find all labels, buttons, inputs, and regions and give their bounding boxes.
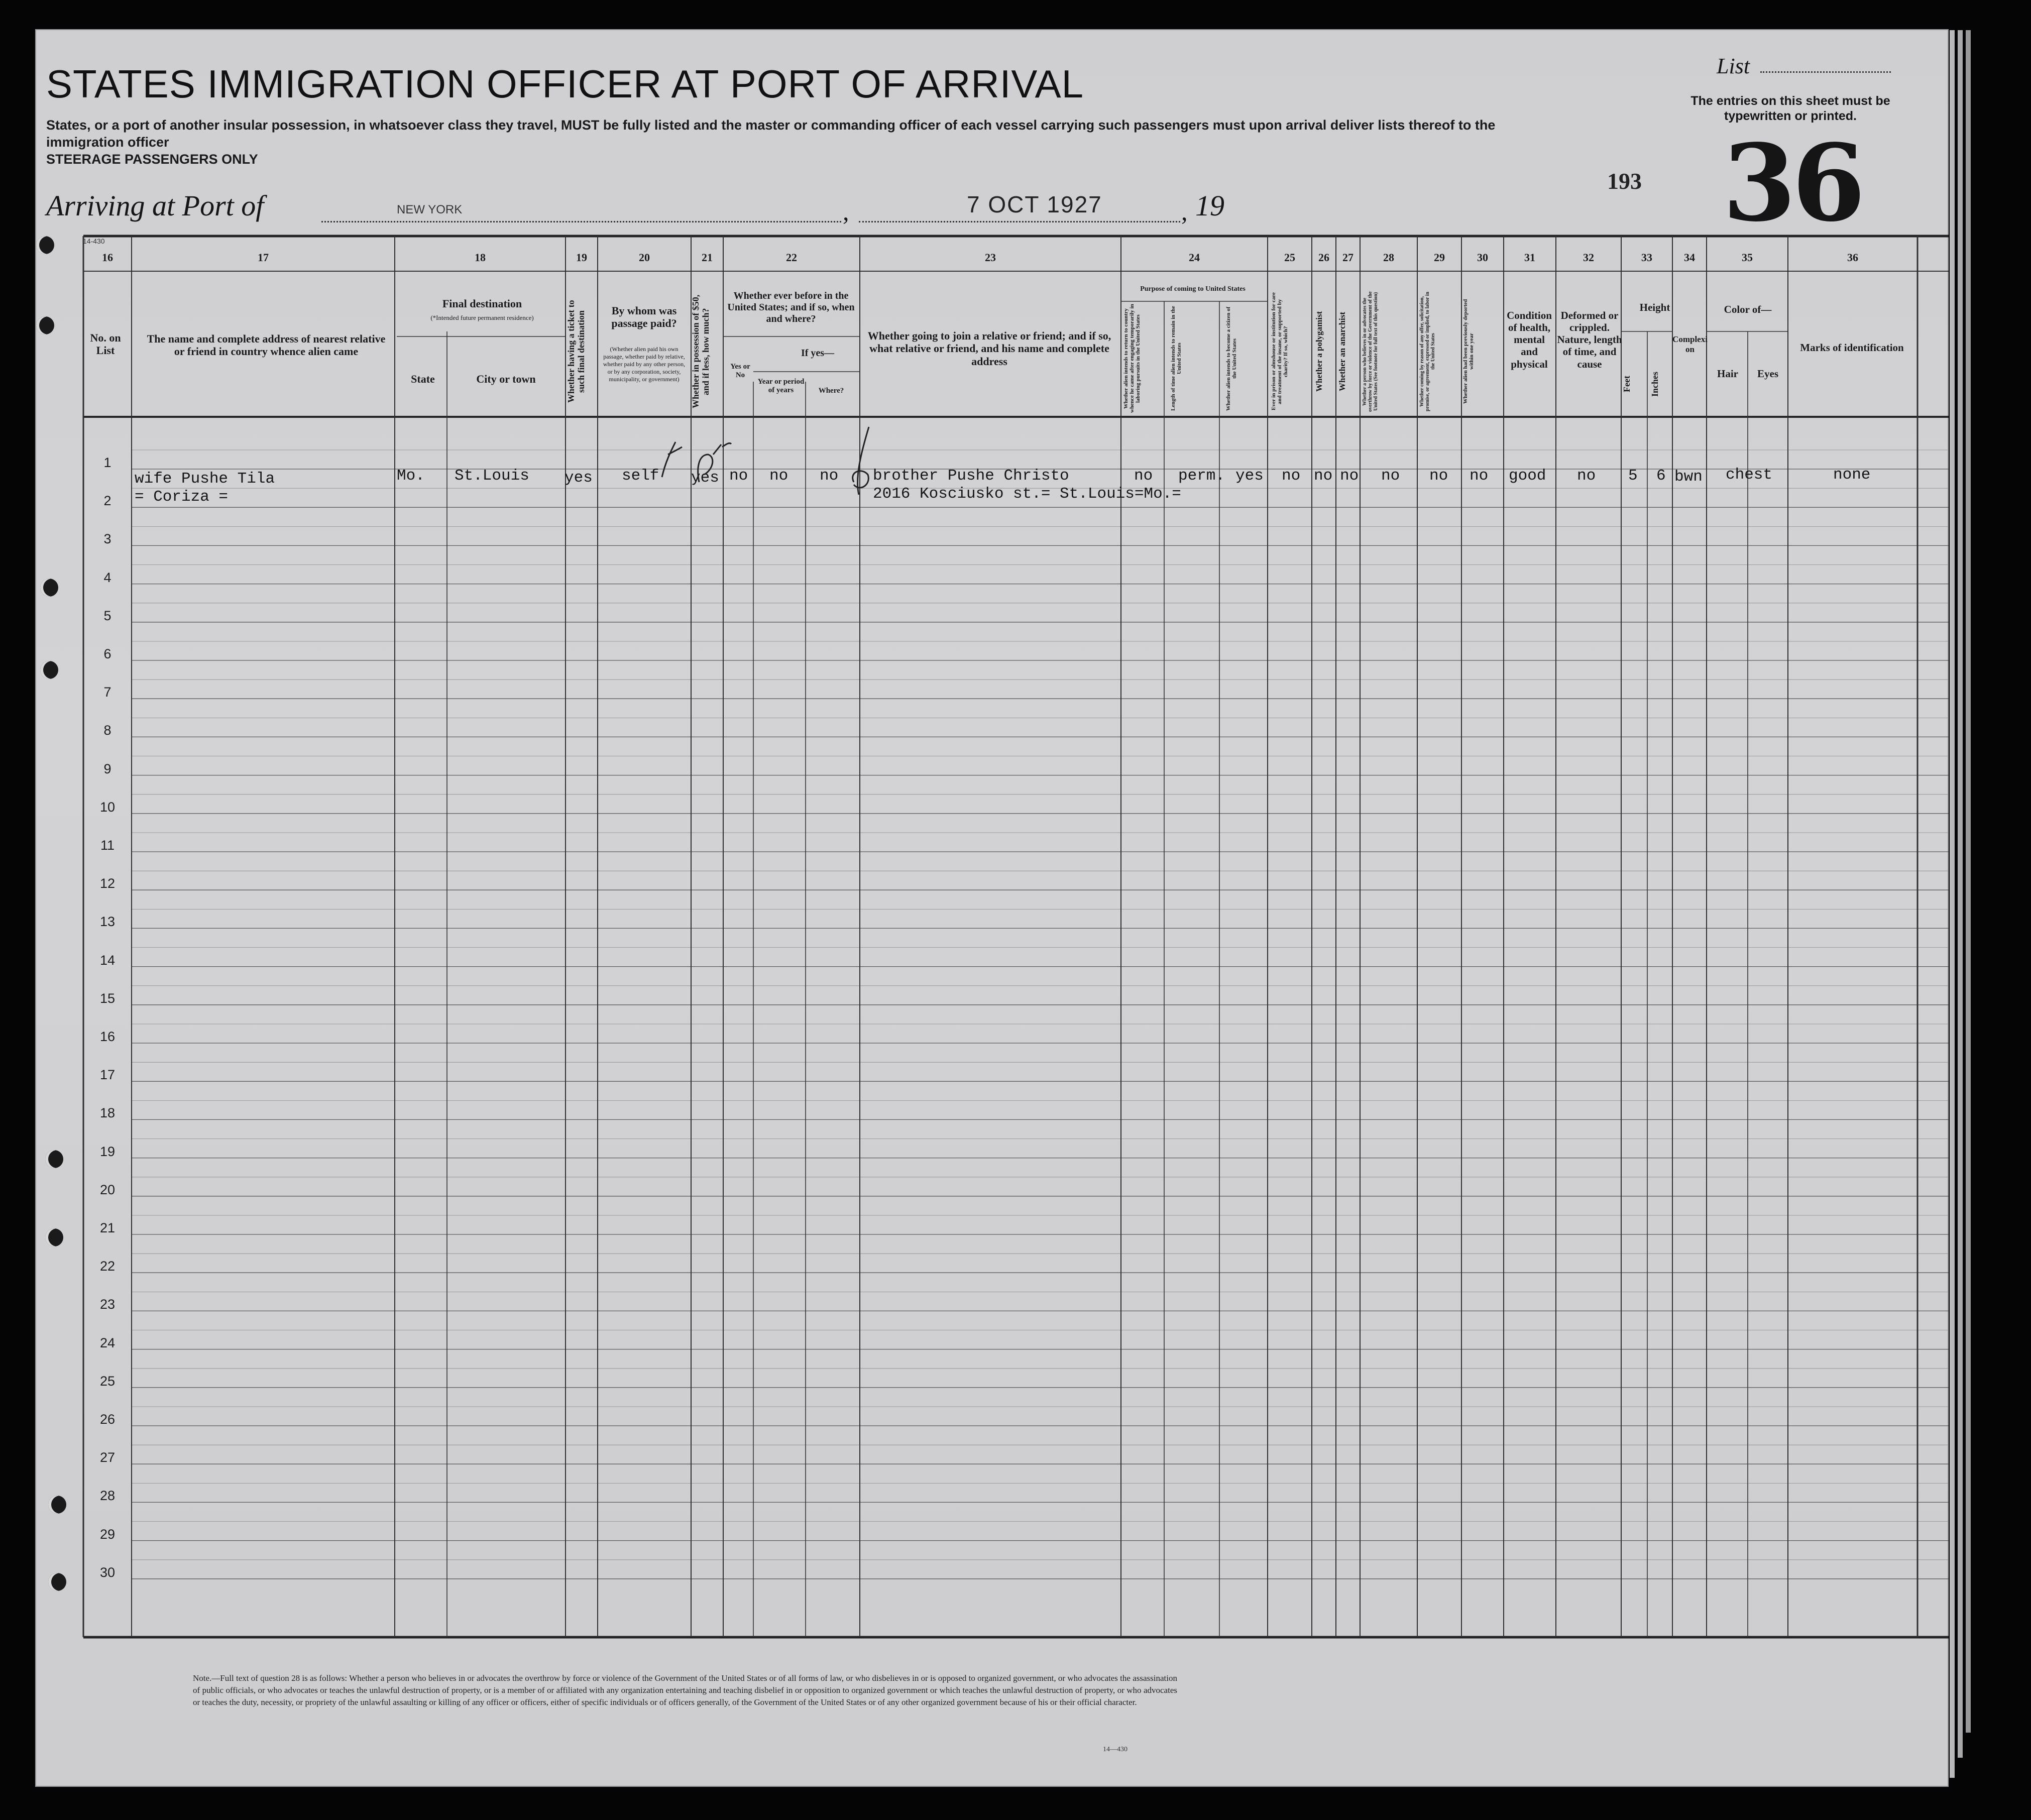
column-number-20: 20 [639, 251, 650, 264]
marks-answer: none [1833, 466, 1871, 484]
footnote-form-code: 14—430 [1103, 1746, 1127, 1753]
polygamist-answer: no [1314, 467, 1333, 485]
anarchist-answer: no [1340, 467, 1359, 485]
col35-eyes-header: Eyes [1757, 368, 1778, 380]
col22-header: Whether ever before in the United States; and if so, when and where? [727, 290, 855, 324]
column-number-19: 19 [576, 251, 587, 264]
deformed-answer: no [1577, 467, 1596, 485]
row-number-22: 22 [99, 1259, 116, 1274]
col21-header: Whether in possession of $50, and if less, how much? [691, 294, 711, 409]
column-number-28: 28 [1383, 251, 1394, 264]
date-stamp: 7 OCT 1927 [967, 191, 1102, 217]
col24-header: Purpose of coming to United States [1140, 285, 1246, 293]
column-number-16: 16 [102, 251, 113, 264]
col19-header: Whether having a ticket to such final destination [566, 300, 586, 403]
col18-header: Final destination [442, 297, 522, 310]
row-number-17: 17 [99, 1067, 116, 1083]
list-label: List [1717, 54, 1750, 78]
row-number-14: 14 [99, 952, 116, 968]
height-inches: 6 [1656, 467, 1666, 485]
hair-eyes-answer: chest [1726, 466, 1773, 484]
destination-state: Mo. [397, 467, 425, 485]
joining-line1: brother Pushe Christo [873, 467, 1069, 485]
col20-header: By whom was passage paid? [611, 304, 677, 330]
row-number-2: 2 [103, 493, 111, 509]
has-50-answer: yes [691, 469, 719, 487]
row-number-27: 27 [99, 1450, 116, 1465]
row-number-19: 19 [99, 1144, 116, 1159]
col22-where-header: Where? [818, 387, 844, 395]
column-number-23: 23 [985, 251, 996, 264]
col31-header: Condition of health, mental and physical [1507, 309, 1552, 370]
row-number-15: 15 [99, 990, 116, 1006]
row-number-13: 13 [99, 914, 116, 930]
typewritten-note: The entries on this sheet must be typewritten or printed. [1690, 94, 1890, 123]
row-number-10: 10 [99, 799, 116, 815]
row-number-11: 11 [100, 838, 115, 853]
row-number-25: 25 [99, 1373, 116, 1389]
col26-header: Whether a polygamist [1314, 311, 1324, 392]
sheet-number: 36 [1723, 121, 1862, 245]
col24b-header: Length of time alien intends to remain in the United States [1170, 306, 1183, 411]
steerage-label: STEERAGE PASSENGERS ONLY [46, 152, 258, 167]
col24c-header: Whether alien intends to become a citizen of the United States [1225, 306, 1238, 411]
col20-note: (Whether alien paid his own passage, whether paid by relative, whether paid by any other person, or by any corporation, society, municipality, or government) [603, 346, 686, 383]
col32-header: Deformed or crippled. Nature, length of time, and cause [1557, 309, 1622, 370]
row-number-16: 16 [99, 1029, 116, 1044]
row-number-26: 26 [99, 1412, 116, 1427]
column-number-30: 30 [1477, 251, 1488, 264]
row-number-24: 24 [99, 1335, 116, 1350]
col22-ifyes-header: If yes— [801, 348, 835, 359]
before-yes-no: no [729, 467, 748, 485]
overthrow-answer: no [1381, 467, 1400, 485]
column-number-18: 18 [475, 251, 486, 264]
col33-header: Height [1639, 301, 1670, 313]
row-number-9: 9 [103, 761, 111, 776]
prison-answer: no [1282, 467, 1301, 485]
column-number-35: 35 [1742, 251, 1753, 264]
comma-sep: , [1181, 197, 1188, 225]
column-number-31: 31 [1524, 251, 1535, 264]
year-stamp: 193 [1607, 168, 1642, 194]
column-number-22: 22 [786, 251, 797, 264]
col29-header: Whether coming by reason of any offer, solicitation, promise, or agreement, expressed or implied, to labor in the United States [1419, 291, 1436, 412]
col22-yesno-header: Yes or No [730, 363, 750, 380]
height-feet: 5 [1628, 467, 1638, 485]
col25-header: Ever in prison or almshouse or institution for care and treatment of the insane, or supported by charity? If so, which? [1271, 292, 1289, 411]
col18-state-header: State [411, 373, 435, 385]
col27-header: Whether an anarchist [1337, 311, 1347, 392]
ticket-answer: yes [565, 469, 593, 487]
port-stamp: NEW YORK [397, 203, 463, 216]
column-number-33: 33 [1641, 251, 1652, 264]
row-number-23: 23 [99, 1297, 116, 1312]
passage-paid-by: self [622, 467, 659, 485]
col35-hair-header: Hair [1717, 368, 1738, 380]
col18-note: (*Intended future permanent residence) [430, 314, 534, 321]
form-instructions: States, or a port of another insular possession, in whatsoever class they travel, MUST be fully listed and the master or commanding officer of each vessel carrying such passengers must upon arrival deliver lists thereof to the immigration officer [46, 118, 1496, 150]
col34-header: Complexion [1672, 334, 1708, 354]
row-number-18: 18 [99, 1105, 116, 1121]
purpose-length: perm. [1178, 467, 1225, 485]
column-number-27: 27 [1342, 251, 1353, 264]
col36-header: Marks of identification [1800, 342, 1904, 354]
column-number-36: 36 [1847, 251, 1858, 264]
column-number-21: 21 [702, 251, 713, 264]
joining-line2: 2016 Kosciusko st.= St.Louis=Mo.= [873, 485, 1181, 503]
row-number-7: 7 [103, 685, 111, 700]
question-28-footnote: Note.—Full text of question 28 is as follows: Whether a person who believes in or advocates the overthrow by force or violence of the Government of the United States or of all forms of law, or who disbelieves in or is opposed to organized government, or who advocates the assassination of public officials, or who advocates or teaches the unlawful destruction of property, or is a member of or affiliated with any organization entertaining and teaching disbelief in or opposition to organized government or which teaches the unlawful destruction of property, or who advocates or teaches the duty, necessity, or propriety of the unlawful assaulting or killing of any officer or officers, either of specific individuals or of officers generally, of the Government of the United States or of any other organized government because of his or their official character. [193, 1673, 1177, 1707]
row-number-5: 5 [103, 608, 111, 623]
col33-inches-header: Inches [1650, 372, 1660, 397]
column-number-26: 26 [1318, 251, 1329, 264]
row-number-20: 20 [99, 1182, 116, 1197]
row-number-6: 6 [103, 646, 111, 661]
row-number-21: 21 [99, 1220, 116, 1235]
col23-header: Whether going to join a relative or friend; and if so, what relative or friend, and his name and complete address [867, 329, 1111, 368]
col33-feet-header: Feet [1622, 376, 1632, 393]
row-number-29: 29 [99, 1526, 116, 1542]
column-number-25: 25 [1284, 251, 1295, 264]
relative-line2: = Coriza = [135, 488, 229, 506]
column-number-24: 24 [1189, 251, 1200, 264]
col30-header: Whether alien had been previously deported within one year [1462, 299, 1475, 404]
labor-offer-answer: no [1429, 467, 1448, 485]
row-number-12: 12 [99, 876, 116, 891]
destination-city: St.Louis [455, 467, 529, 485]
column-number-17: 17 [258, 251, 269, 264]
deported-answer: no [1470, 467, 1489, 485]
row-number-1: 1 [103, 455, 111, 470]
row-number-28: 28 [99, 1488, 116, 1504]
column-number-32: 32 [1583, 251, 1594, 264]
purpose-return: no [1134, 467, 1153, 485]
row-number-3: 3 [103, 531, 111, 547]
col18-city-header: City or town [476, 373, 536, 385]
comma-sep: , [843, 197, 849, 225]
row-number-30: 30 [99, 1564, 116, 1580]
form-code: 14-430 [83, 237, 105, 245]
before-where: no [820, 467, 839, 485]
before-years: no [769, 467, 788, 485]
arriving-label: Arriving at Port of [46, 189, 264, 222]
column-number-29: 29 [1434, 251, 1445, 264]
col22-year-header: Year or period of years [757, 378, 805, 395]
col35-header: Color of— [1724, 303, 1772, 315]
col17-header: The name and complete address of nearest relative or friend in country whence alien came [147, 332, 386, 358]
complexion-answer: bwn [1674, 468, 1703, 486]
row-number-4: 4 [103, 570, 111, 585]
col16-header: No. on List [90, 331, 121, 357]
year-prefix: 19 [1195, 189, 1224, 222]
purpose-citizen: yes [1235, 467, 1264, 485]
column-number-34: 34 [1684, 251, 1695, 264]
col24a-header: Whether alien intends to return to country whence he came after engaging temporarily in laboring pursuits in the United States [1123, 304, 1142, 413]
row-number-8: 8 [103, 723, 111, 738]
col28-header: Whether a person who believes in or advocates the overthrow by force or violence of the Government of the United States (See footnote for full text of this question) [1362, 291, 1379, 412]
relative-line1: wife Pushe Tila [135, 470, 275, 488]
form-title: STATES IMMIGRATION OFFICER AT PORT OF ARRIVAL [46, 62, 1084, 106]
health-answer: good [1509, 467, 1546, 485]
